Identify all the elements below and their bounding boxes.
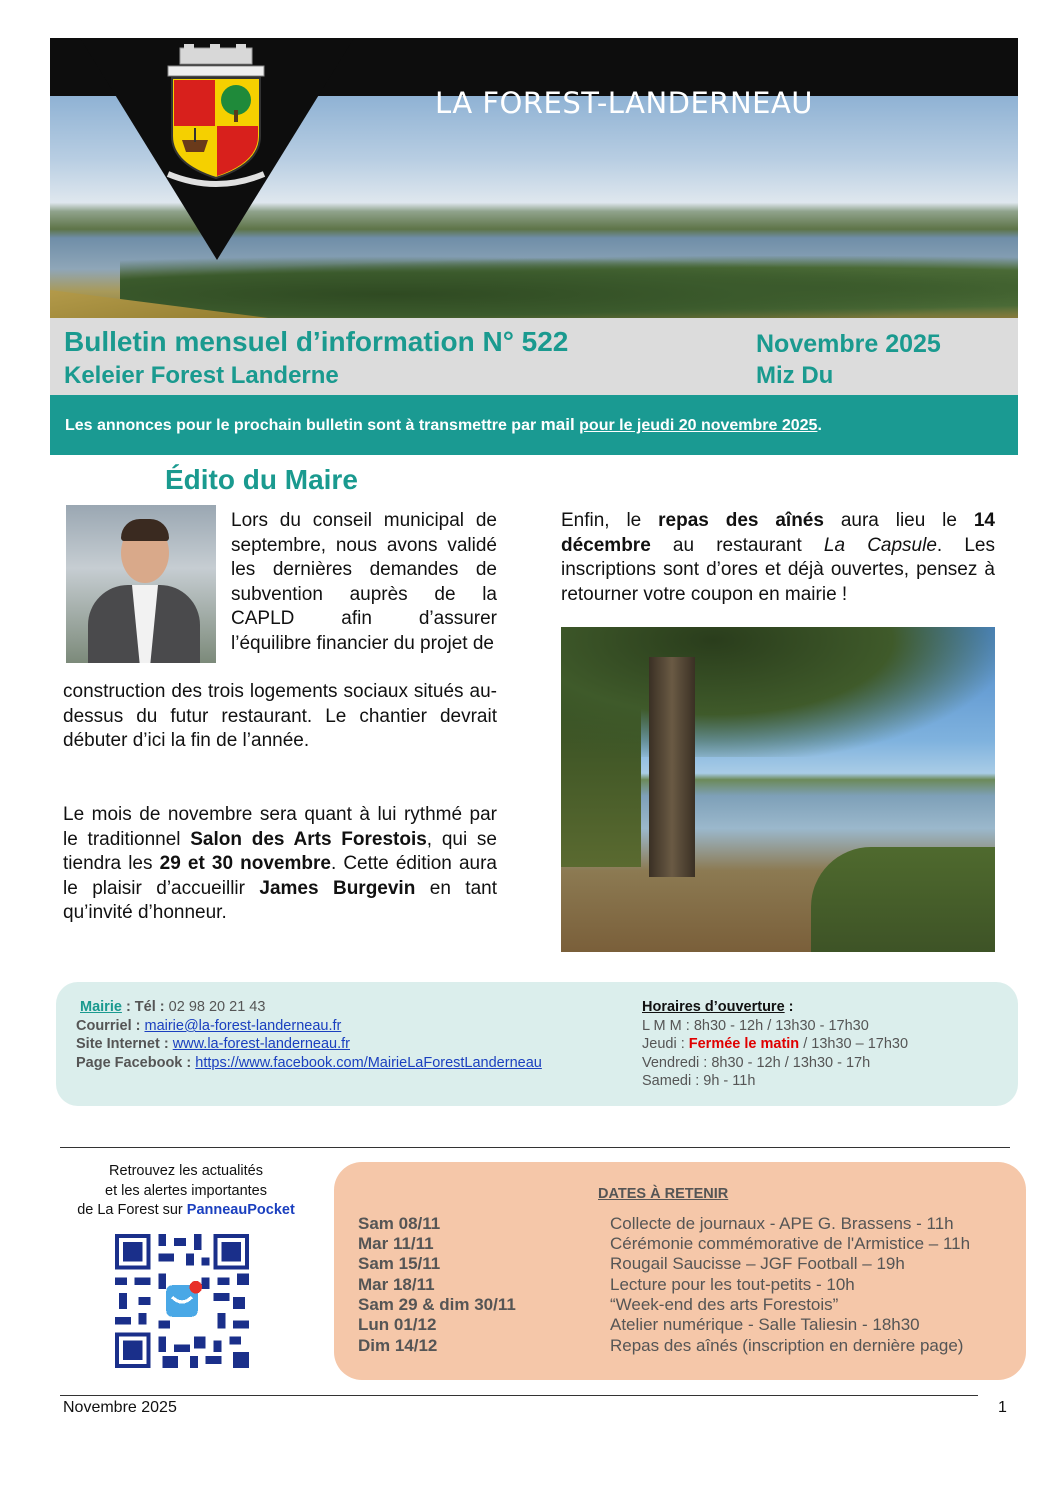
dates-box	[334, 1162, 1026, 1380]
edito-title: Édito du Maire	[165, 464, 358, 495]
date-row: Dim 14/12 Repas des aînés (inscription en dernière page)	[358, 1336, 964, 1355]
website-link[interactable]: www.la-forest-landerneau.fr	[172, 1036, 350, 1052]
mayor-photo	[66, 505, 216, 663]
qr-code-icon[interactable]	[114, 1234, 250, 1368]
riverside-photo	[561, 627, 995, 952]
date-row: Lun 01/12 Atelier numérique - Salle Taliesin - 18h30	[358, 1315, 920, 1334]
hours-friday: Vendredi : 8h30 - 12h / 13h30 - 17h	[642, 1055, 871, 1071]
dates-title: DATES À RETENIR	[598, 1186, 729, 1202]
page-number: 1	[998, 1399, 1007, 1416]
panneaupocket-text: Retrouvez les actualités et les alertes importantes de La Forest sur PanneauPocket	[77, 1163, 295, 1218]
contact-box	[56, 982, 1018, 1106]
hours-lmm: L M M : 8h30 - 12h / 13h30 - 17h30	[642, 1018, 869, 1034]
mairie-link[interactable]: Mairie	[80, 999, 122, 1015]
date-row: Sam 15/11 Rougail Saucisse – JGF Football – 19h	[358, 1254, 905, 1273]
edito-paragraph-1b: construction des trois logements sociaux situés au-dessus du futur restaurant. Le chantier devrait débuter d’ici la fin de l’année.	[63, 681, 497, 751]
date-row: Sam 08/11 Collecte de journaux - APE G. Brassens - 11h	[358, 1214, 954, 1233]
contact-facebook-line: Page Facebook : https://www.facebook.com/MairieLaForestLanderneau	[76, 1055, 542, 1071]
bulletin-breton-title: Keleier Forest Landerne	[64, 362, 339, 389]
facebook-link[interactable]: https://www.facebook.com/MairieLaForestLanderneau	[195, 1055, 542, 1071]
contact-phone-line: Mairie : Tél : 02 98 20 21 43	[80, 999, 266, 1015]
footer-month: Novembre 2025	[63, 1399, 177, 1416]
deadline-text: pour le jeudi 20 novembre 2025	[579, 417, 818, 434]
date-row: Mar 18/11 Lecture pour les tout-petits - 10h	[358, 1275, 855, 1294]
edito-paragraph-2: Le mois de novembre sera quant à lui rythmé par le traditionnel Salon des Arts Forestois, qui se tiendra les 29 et 30 novembre. Cette édition aura le plaisir d’accueillir James Burgevin en tant qu’invité d’honneur.	[63, 804, 497, 923]
bulletin-title-block	[50, 318, 1018, 395]
contact-email-line: Courriel : mairie@la-forest-landerneau.fr	[76, 1018, 342, 1034]
hours-thursday: Jeudi : Fermée le matin / 13h30 – 17h30	[642, 1036, 909, 1052]
bulletin-month: Novembre 2025	[756, 330, 941, 358]
bulletin-month-breton: Miz Du	[756, 362, 834, 389]
divider	[60, 1147, 1010, 1148]
contact-site-line: Site Internet : www.la-forest-landerneau.fr	[76, 1036, 350, 1052]
email-link[interactable]: mairie@la-forest-landerneau.fr	[144, 1018, 342, 1034]
hours-saturday: Samedi : 9h - 11h	[642, 1073, 756, 1089]
edito-paragraph-3: Enfin, le repas des aînés aura lieu le 14 décembre au restaurant La Capsule. Les inscriptions sont d’ores et déjà ouvertes, pensez à retourner votre coupon en mairie !	[561, 510, 995, 605]
date-row: Sam 29 & dim 30/11 “Week-end des arts Forestois”	[358, 1295, 839, 1314]
hours-title: Horaires d’ouverture :	[642, 999, 794, 1015]
edito-paragraph-1a: Lors du conseil municipal de septembre, nous avons validé les dernières demandes de subvention auprès de la CAPLD afin d’assurer l’équilibre financier du projet de	[231, 510, 497, 654]
announcement-bar: Les annonces pour le prochain bulletin sont à transmettre par mail pour le jeudi 20 novembre 2025.	[50, 395, 1018, 455]
footer-divider	[60, 1395, 978, 1396]
town-name: LA FOREST-LANDERNEAU	[435, 86, 814, 120]
coat-of-arms-icon	[158, 44, 273, 192]
date-row: Mar 11/11 Cérémonie commémorative de l'Armistice – 11h	[358, 1234, 971, 1253]
bulletin-title: Bulletin mensuel d’information N° 522	[64, 326, 569, 357]
